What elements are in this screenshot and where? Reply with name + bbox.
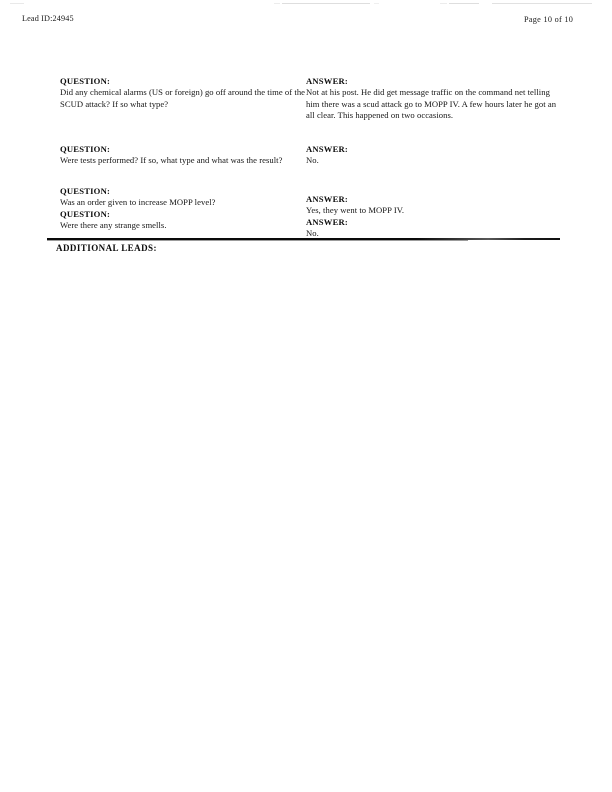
answer-block-3 (306, 194, 558, 217)
additional-leads-heading: ADDITIONAL LEADS: (56, 243, 157, 253)
question-label-2: QUESTION: (60, 144, 111, 154)
answer-text-2: No. (306, 155, 319, 166)
question-text-2: Were tests performed? If so, what type and what was the result? (60, 155, 283, 166)
question-text-3: Was an order given to increase MOPP level? (60, 197, 216, 208)
answer-label-3: ANSWER: (306, 194, 348, 204)
question-block-1 (60, 76, 308, 110)
answer-block-1 (306, 76, 558, 121)
question-block-4 (60, 209, 308, 232)
answer-text-1: Not at his post. He did get message traffic on the command net telling him there was a scud attack go to MOPP IV. A few hours later he got an all clear. This happened on two occasions. (306, 87, 557, 121)
answer-text-3: Yes, they went to MOPP IV. (306, 205, 405, 216)
answer-label-1: ANSWER: (306, 76, 348, 86)
question-label-3: QUESTION: (60, 186, 111, 196)
question-text-4: Were there any strange smells. (60, 220, 167, 231)
section-divider-rule (47, 238, 560, 242)
page-number-header: Page 10 of 10 (524, 15, 574, 24)
lead-id-header: Lead ID:24945 (22, 14, 74, 23)
answer-text-4: No. (306, 228, 319, 239)
question-label-4: QUESTION: (60, 209, 111, 219)
question-text-1: Did any chemical alarms (US or foreign) go off around the time of the SCUD attack? If so what type? (60, 87, 306, 109)
section-divider-rule-shadow (47, 240, 468, 241)
answer-block-2 (306, 144, 558, 167)
question-label-1: QUESTION: (60, 76, 111, 86)
answer-label-4: ANSWER: (306, 217, 348, 227)
question-block-2 (60, 144, 308, 167)
answer-block-4 (306, 217, 558, 240)
answer-label-2: ANSWER: (306, 144, 348, 154)
question-block-3 (60, 186, 308, 209)
